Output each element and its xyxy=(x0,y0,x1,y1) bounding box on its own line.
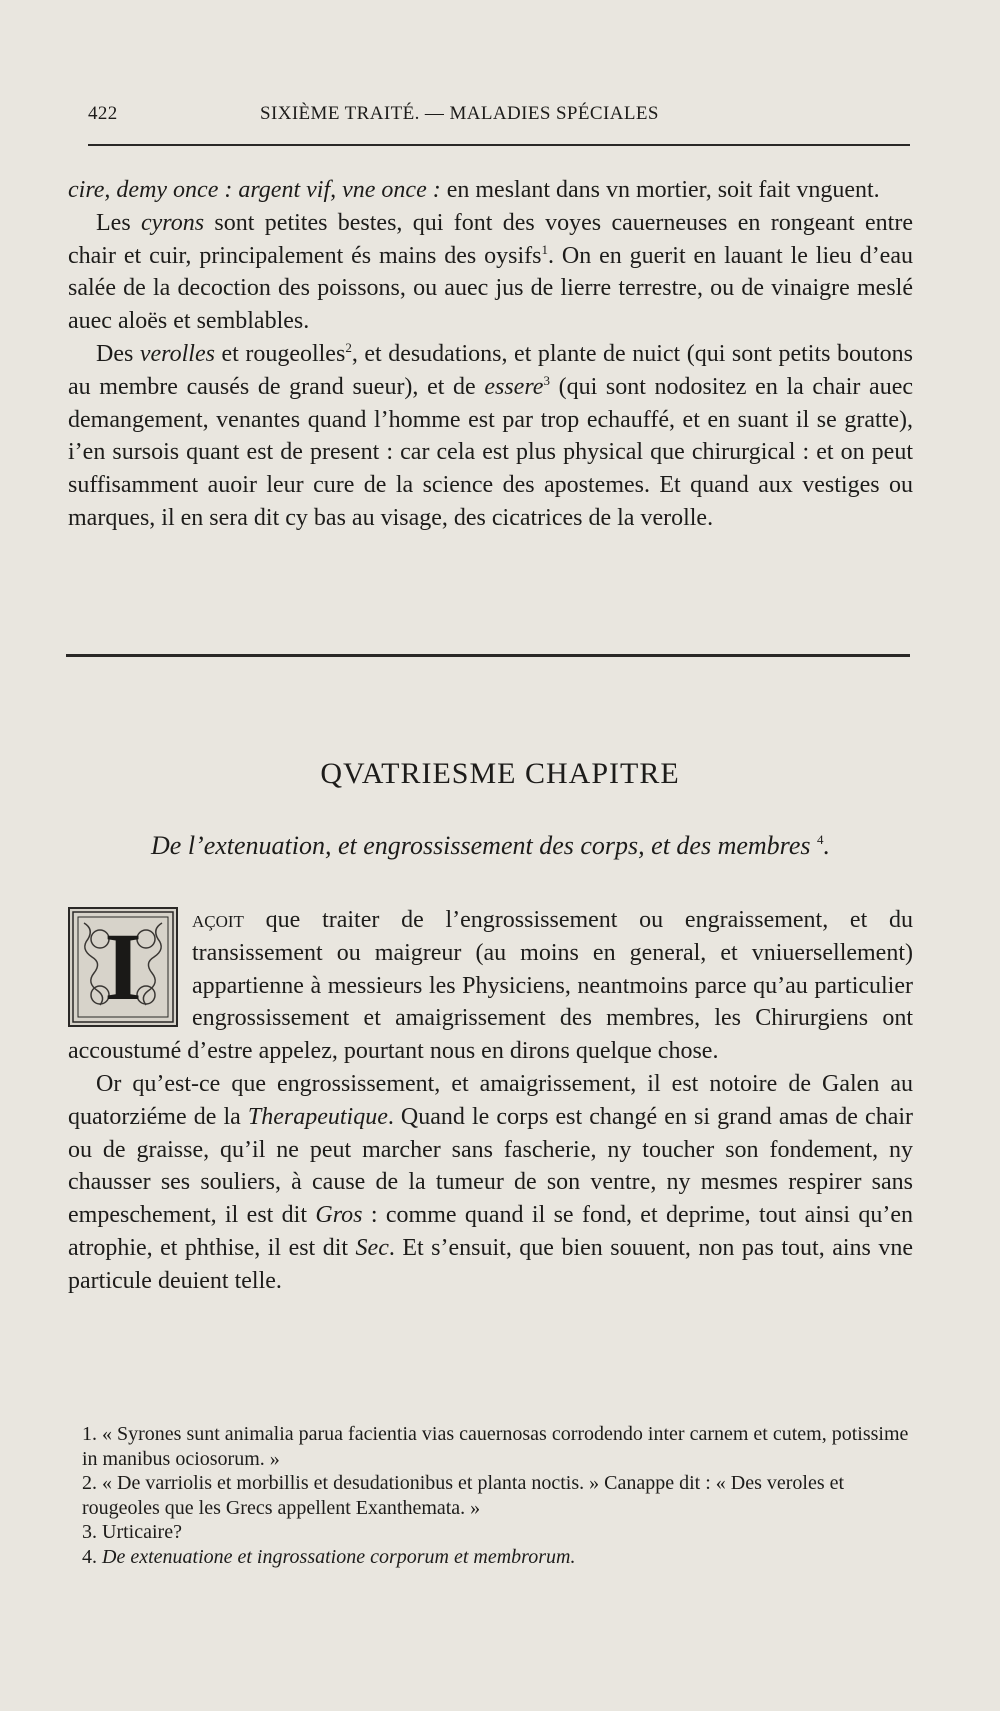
footnote-4 xyxy=(68,1545,913,1570)
text-run: (qui sont nodositez en la chair auec demangement, venantes quand l’homme est par trop echauffé, et en suant il se gratte), i’en sursois quant est de present : car cela est plus physical que chirurgical : et on peut suffisamment auoir leur cure de la science des apostemes. Et quand aux vestiges ou marques, il en sera dit cy bas au visage, des cicatrices de la verolle. xyxy=(68,373,914,531)
running-title: SIXIÈME TRAITÉ. — MALADIES SPÉCIALES xyxy=(260,103,659,124)
paragraph-4 xyxy=(68,904,913,1068)
note-ref: 3 xyxy=(543,372,550,388)
italic-run: Therapeutique xyxy=(247,1103,388,1130)
text-run: . Et s’ensuit, que bien souuent, non pas tout, ains vne particule deuient telle. xyxy=(68,1234,913,1294)
text-run: . Quand le corps est changé en si grand amas de chair ou de graisse, qu’il ne peut marcher sans fascherie, ny toucher son fondement, ny chausser ses souliers, à cause de la tumeur de son ventre, ny mesmes respirer sans empeschement, il est dit xyxy=(68,1103,914,1229)
footnote-1: 1. « Syrones sunt animalia parua facientia vias cauernosas corrodendo inter carnem et cutem, potissime in manibus ociosorum. » xyxy=(82,1423,909,1470)
footnotes xyxy=(68,1422,913,1569)
text-run: en meslant dans vn mortier, soit fait vnguent. xyxy=(440,177,880,203)
note-ref: 4 xyxy=(816,832,824,847)
section-rule xyxy=(66,654,910,657)
subtitle-text: De l’extenuation, et engrossissement des corps, et des membres xyxy=(151,831,811,860)
text-run: Des xyxy=(96,340,140,367)
footnote-number: 4. xyxy=(82,1545,102,1568)
ornamental-initial-drawing xyxy=(70,909,176,1025)
page-number: 422 xyxy=(88,103,118,124)
running-header xyxy=(88,103,910,137)
text-run: que traiter de l’engrossissement ou engraissement, et du transissement ou maigreur (au moins en general, et vniuersellement) appartienne à messieurs les Physiciens, neantmoins parce qu’au particulier engrossissement et amaigrissement des membres, les Chirurgiens ont accoustumé d’estre appelez, pourtant nous en dirons quelque chose. xyxy=(68,907,913,1065)
footnote-3: 3. Urticaire? xyxy=(82,1521,182,1543)
paragraph-1 xyxy=(68,174,913,207)
footnote-italic: De extenuatione et ingrossatione corporum et membrorum. xyxy=(102,1545,576,1568)
chapter-title: QVATRIESME CHAPITRE xyxy=(320,757,680,790)
text-run: . On en guerit en lauant le lieu d’eau salée de la decoction des poissons, ou auec jus de lierre terrestre, ou de vinaigre meslé auec aloës et semblables. xyxy=(68,242,913,335)
text-run: Or qu’est-ce que engrossissement, et amaigrissement, il est notoire de Galen au quatorziéme de la xyxy=(68,1070,913,1130)
paragraph-2 xyxy=(68,207,913,338)
text-run: Les xyxy=(96,209,141,236)
chapter-subtitle: De l’extenuation, et engrossissement des corps, et des membres $^4$. xyxy=(151,831,830,860)
italic-run: Sec xyxy=(355,1234,389,1261)
text-run: , et desudations, et plante de nuict (qui sont petits boutons au membre causés de grand sueur), et de xyxy=(68,340,914,400)
smallcaps-run: açoit xyxy=(192,907,244,933)
italic-run: essere xyxy=(484,373,544,400)
italic-run: cire, demy once : argent vif, vne once : xyxy=(68,177,441,203)
footnote-2: 2. « De varriolis et morbillis et desudationibus et planta noctis. » Canappe dit : « Des veroles et rougeoles que les Grecs appellent Exanthemata. » xyxy=(82,1472,845,1519)
italic-run: verolles xyxy=(139,340,215,367)
italic-run: Gros xyxy=(315,1202,363,1229)
text-run: sont petites bestes, qui font des voyes cauerneuses en rongeant entre chair et cuir, principalement és mains des oysifs xyxy=(68,209,913,269)
dropcap-letter: I xyxy=(104,913,142,1020)
ornamental-initial-icon xyxy=(68,907,178,1027)
paragraph-5 xyxy=(68,1068,913,1298)
text-run: et rougeolles xyxy=(214,340,346,367)
note-ref: 1 xyxy=(541,241,548,257)
text-run: : comme quand il se fond, et deprime, tout ainsi qu’en atrophie, et phthise, il est dit xyxy=(68,1202,913,1261)
text-block-top xyxy=(68,174,913,535)
note-ref: 2 xyxy=(345,339,352,355)
text-block-chapter xyxy=(68,904,913,1298)
header-rule xyxy=(88,144,910,146)
italic-run: cyrons xyxy=(141,209,205,236)
paragraph-3 xyxy=(68,338,913,535)
